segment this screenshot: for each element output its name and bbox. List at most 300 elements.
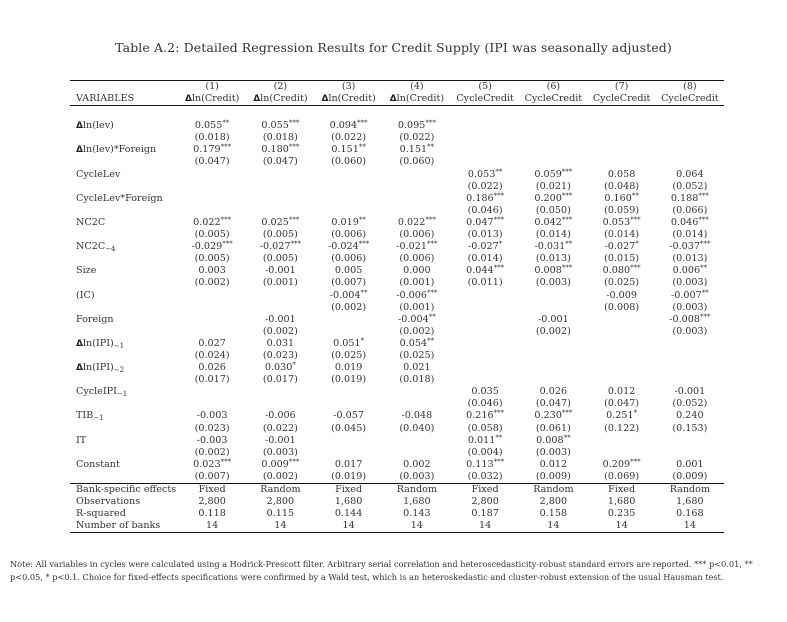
coefficient-cell <box>246 169 314 181</box>
coefficient-cell <box>246 144 314 156</box>
lag-subscript: −1 <box>93 414 104 423</box>
standard-error-cell: (0.050) <box>535 204 571 216</box>
delta-symbol: Δ <box>76 121 83 132</box>
coefficient-cell: -0.001 <box>674 386 706 398</box>
statistics-rows <box>70 484 724 533</box>
statistic-value: 14 <box>315 520 383 533</box>
standard-error-cell: (0.052) <box>672 180 708 192</box>
coefficient-cell <box>246 120 314 132</box>
coefficient-value: 0.180 <box>261 144 289 156</box>
standard-error-label-blank <box>70 132 178 144</box>
coefficient-value: 0.025 <box>261 216 289 228</box>
standard-error-row <box>70 277 724 289</box>
coefficient-cell <box>519 241 587 253</box>
coefficient-cell: 0.035 <box>471 386 499 398</box>
coefficient-cell <box>383 338 451 350</box>
standard-error-cell <box>519 350 587 362</box>
standard-error-cell: (0.003) <box>399 470 435 482</box>
dependent-variable-text: ln(Credit) <box>191 93 240 105</box>
coefficient-value: 0.046 <box>670 216 699 228</box>
coefficient-cell <box>246 241 314 253</box>
standard-error-label-blank <box>70 423 178 435</box>
variable-label <box>70 144 178 156</box>
statistic-value: 1,680 <box>607 496 636 508</box>
coefficient-cell <box>315 217 383 229</box>
significance-stars: *** <box>493 215 505 224</box>
significance-stars: *** <box>561 409 573 418</box>
coefficient-cell <box>588 362 656 374</box>
coefficient-value: 0.022 <box>397 216 426 228</box>
column-number-header: (8) <box>656 81 724 94</box>
standard-error-row <box>70 181 724 193</box>
variable-name: ln(IPI) <box>82 362 114 374</box>
coefficient-value: 0.019 <box>331 216 359 228</box>
standard-error-cell <box>383 181 451 193</box>
dependent-variable-header <box>315 93 383 106</box>
significance-stars: *** <box>288 119 300 128</box>
table-caption: Table A.2: Detailed Regression Results for Credit Supply (IPI was seasonally adjusted) <box>115 40 672 55</box>
dependent-variable-header: CycleCredit <box>451 93 519 106</box>
coefficient-value: 0.042 <box>534 216 562 228</box>
coefficient-cell <box>656 144 724 156</box>
variable-label <box>70 217 178 229</box>
significance-stars: *** <box>630 264 641 273</box>
standard-error-cell: (0.001) <box>399 301 435 313</box>
coefficient-value: 0.094 <box>329 120 358 132</box>
standard-error-cell: (0.014) <box>672 229 708 241</box>
standard-error-cell <box>588 326 656 338</box>
standard-error-cell: (0.022) <box>331 132 367 144</box>
standard-error-cell <box>451 302 519 314</box>
coefficient-cell <box>656 362 724 374</box>
coefficient-cell <box>315 338 383 350</box>
significance-stars: ** <box>427 336 435 345</box>
coefficient-value: 0.053 <box>602 216 631 228</box>
variable-label <box>70 265 178 277</box>
statistic-value: 1,680 <box>403 496 431 508</box>
coefficient-value: 0.022 <box>193 216 221 228</box>
statistic-value: 2,800 <box>266 496 295 508</box>
coefficient-cell <box>246 386 314 398</box>
standard-error-row <box>70 253 724 265</box>
coefficient-cell: 0.064 <box>676 168 704 180</box>
standard-error-label-blank <box>70 205 178 217</box>
standard-error-cell: (0.122) <box>604 422 640 434</box>
coefficient-cell <box>383 314 451 326</box>
standard-error-cell: (0.048) <box>604 180 640 192</box>
standard-error-label-blank <box>70 156 178 168</box>
standard-error-cell <box>315 447 383 459</box>
coefficient-value: -0.027 <box>259 241 291 253</box>
coefficient-cell <box>178 290 246 302</box>
standard-error-cell: (0.022) <box>399 132 435 144</box>
coefficient-cell <box>656 120 724 132</box>
coefficient-value: 0.080 <box>602 265 631 277</box>
standard-error-cell: (0.023) <box>194 422 230 434</box>
standard-error-row <box>70 205 724 217</box>
standard-error-cell: (0.052) <box>672 398 708 410</box>
delta-symbol: Δ <box>184 94 192 105</box>
standard-error-cell: (0.013) <box>672 253 708 265</box>
variable-name: Foreign <box>76 313 114 325</box>
standard-error-cell <box>656 156 724 168</box>
regression-table-container <box>70 80 724 533</box>
column-number-header: (6) <box>519 81 587 94</box>
standard-error-row <box>70 447 724 459</box>
statistic-value: 0.187 <box>471 508 499 520</box>
standard-error-label-blank <box>70 277 178 289</box>
standard-error-cell: (0.003) <box>262 446 298 458</box>
standard-error-cell: (0.047) <box>194 156 230 168</box>
statistic-value: 2,800 <box>539 496 568 508</box>
coefficient-value: 0.053 <box>467 168 496 180</box>
variable-name: ln(IPI) <box>82 337 114 349</box>
coefficient-cell <box>383 144 451 156</box>
standard-error-label-blank <box>70 326 178 338</box>
coefficient-cell <box>519 144 587 156</box>
standard-error-cell <box>588 156 656 168</box>
significance-stars: *** <box>290 240 301 249</box>
coefficient-cell: 0.027 <box>198 337 226 349</box>
coefficient-cell <box>315 169 383 181</box>
coefficient-value: 0.051 <box>333 337 361 349</box>
standard-error-cell: (0.022) <box>467 180 503 192</box>
statistic-label: Observations <box>76 496 141 508</box>
column-number-header: (2) <box>246 81 314 94</box>
dependent-variable-header: CycleCredit <box>588 93 656 106</box>
significance-stars: *** <box>426 240 438 249</box>
significance-stars: ** <box>565 240 573 249</box>
coefficient-cell <box>451 169 519 181</box>
variable-label <box>70 241 178 253</box>
coefficient-cell <box>519 169 587 181</box>
standard-error-cell: (0.059) <box>604 204 640 216</box>
standard-error-cell <box>451 374 519 386</box>
statistic-value: 0.235 <box>607 508 636 520</box>
dependent-variable-header <box>246 93 314 106</box>
coefficient-cell <box>656 241 724 253</box>
column-number-header: (1) <box>178 81 246 94</box>
significance-stars: *** <box>357 119 368 128</box>
coefficient-cell: -0.003 <box>196 410 228 422</box>
coefficient-cell <box>519 265 587 277</box>
coefficient-cell <box>178 459 246 471</box>
standard-error-cell <box>656 447 724 459</box>
coefficient-value: 0.160 <box>604 192 632 204</box>
coefficient-cell <box>178 193 246 205</box>
standard-error-cell: (0.061) <box>535 422 571 434</box>
standard-error-cell: (0.017) <box>262 374 298 386</box>
variable-name: CycleLev*Foreign <box>76 192 163 204</box>
standard-error-cell: (0.002) <box>331 301 367 313</box>
coefficient-cell <box>519 410 587 422</box>
standard-error-cell <box>178 398 246 410</box>
coefficient-cell <box>315 193 383 205</box>
coefficient-value: 0.044 <box>466 265 494 277</box>
coefficient-cell: -0.009 <box>606 289 637 301</box>
coefficient-cell <box>656 338 724 350</box>
coefficient-value: 0.059 <box>534 168 562 180</box>
coefficient-value: -0.008 <box>669 313 700 325</box>
standard-error-cell: (0.014) <box>604 229 640 241</box>
coefficient-value: 0.209 <box>602 458 631 470</box>
standard-error-cell: (0.060) <box>331 156 367 168</box>
coefficient-value: 0.008 <box>536 434 564 446</box>
standard-error-cell: (0.006) <box>399 253 435 265</box>
significance-stars: * <box>498 240 503 249</box>
variable-label <box>70 459 178 471</box>
regression-table <box>70 80 724 533</box>
coefficient-value: 0.230 <box>534 410 562 422</box>
standard-error-cell <box>588 350 656 362</box>
coefficient-value: 0.251 <box>606 410 634 422</box>
standard-error-cell: (0.024) <box>194 349 230 361</box>
statistic-value: 2,800 <box>471 496 499 508</box>
coefficient-cell: 0.001 <box>676 458 704 470</box>
coefficient-cell <box>178 241 246 253</box>
coefficient-value: -0.031 <box>534 241 566 253</box>
coefficient-cell <box>656 193 724 205</box>
header-column-numbers-row <box>70 81 724 94</box>
standard-error-cell: (0.002) <box>399 325 435 337</box>
variable-label <box>70 314 178 326</box>
significance-stars: * <box>633 409 638 418</box>
standard-error-cell: (0.011) <box>467 277 503 289</box>
significance-stars: *** <box>630 215 641 224</box>
standard-error-cell: (0.019) <box>331 374 367 386</box>
statistic-value: 14 <box>519 520 587 533</box>
statistic-value: 14 <box>178 520 246 533</box>
standard-error-cell <box>246 398 314 410</box>
standard-error-cell: (0.005) <box>262 229 298 241</box>
statistic-value: Random <box>656 484 724 497</box>
standard-error-cell: (0.003) <box>535 446 571 458</box>
standard-error-label-blank <box>70 181 178 193</box>
coefficient-cell <box>451 290 519 302</box>
significance-stars: ** <box>428 312 436 321</box>
coefficient-value: 0.200 <box>534 192 562 204</box>
significance-stars: * <box>635 240 639 249</box>
standard-error-cell: (0.013) <box>535 253 571 265</box>
standard-error-cell <box>519 302 587 314</box>
standard-error-cell: (0.002) <box>262 470 298 482</box>
standard-error-cell <box>383 398 451 410</box>
coefficient-cell <box>246 362 314 374</box>
coefficient-cell: 0.031 <box>266 337 295 349</box>
standard-error-cell: (0.001) <box>399 277 435 289</box>
standard-error-cell <box>315 326 383 338</box>
variable-label <box>70 193 178 205</box>
standard-error-row <box>70 326 724 338</box>
significance-stars: *** <box>698 215 709 224</box>
standard-error-cell: (0.013) <box>467 229 503 241</box>
standard-error-cell: (0.009) <box>672 470 708 482</box>
standard-error-cell <box>246 302 314 314</box>
coefficient-cell <box>588 217 656 229</box>
statistic-label: Bank-specific effects <box>70 484 178 497</box>
coefficient-cell <box>588 120 656 132</box>
variable-label <box>70 290 178 302</box>
coefficient-cell <box>451 435 519 447</box>
coefficient-value: -0.037 <box>669 241 700 253</box>
significance-stars: *** <box>425 215 436 224</box>
standard-error-cell <box>178 181 246 193</box>
variable-label <box>70 362 178 374</box>
standard-error-cell <box>588 447 656 459</box>
standard-error-row <box>70 471 724 484</box>
variable-name: ln(lev) <box>82 120 114 132</box>
standard-error-cell: (0.025) <box>604 277 640 289</box>
standard-error-cell <box>178 302 246 314</box>
standard-error-row <box>70 156 724 168</box>
standard-error-cell: (0.006) <box>331 229 367 241</box>
variable-label <box>70 169 178 181</box>
coefficient-value: 0.009 <box>261 458 289 470</box>
standard-error-cell <box>246 181 314 193</box>
coefficient-cell <box>451 120 519 132</box>
statistic-value: 0.168 <box>676 508 704 520</box>
coefficient-cell <box>178 120 246 132</box>
standard-error-cell <box>383 205 451 217</box>
statistics-row <box>70 484 724 497</box>
standard-error-cell: (0.004) <box>467 446 503 458</box>
statistic-value: 14 <box>246 520 314 533</box>
coefficient-cell <box>588 144 656 156</box>
column-number-header: (7) <box>588 81 656 94</box>
standard-error-label-blank <box>70 447 178 459</box>
standard-error-cell <box>519 156 587 168</box>
header-dependent-vars-row <box>70 93 724 106</box>
coefficient-cell <box>383 290 451 302</box>
dependent-variable-header <box>178 93 246 106</box>
lag-subscript: −2 <box>113 366 125 375</box>
dependent-variable-text: ln(Credit) <box>328 93 376 105</box>
spacer-cell <box>70 106 724 121</box>
coefficient-cell <box>588 314 656 326</box>
coefficient-cell <box>656 265 724 277</box>
delta-symbol: Δ <box>321 94 329 105</box>
significance-stars: ** <box>495 433 503 442</box>
standard-error-cell <box>383 447 451 459</box>
variable-name: CycleIPI <box>76 386 117 398</box>
column-number-header: (5) <box>451 81 519 94</box>
coefficient-cell <box>519 435 587 447</box>
coefficient-value: 0.186 <box>466 192 494 204</box>
coefficient-cell: 0.017 <box>334 458 363 470</box>
significance-stars: *** <box>220 457 232 466</box>
coefficient-cell: -0.057 <box>333 410 364 422</box>
dependent-variable-header: CycleCredit <box>656 93 724 106</box>
coefficient-cell <box>383 120 451 132</box>
coefficient-value: 0.188 <box>670 192 699 204</box>
significance-stars: *** <box>699 312 711 321</box>
coefficient-cell <box>519 362 587 374</box>
statistic-value: Random <box>519 484 587 497</box>
standard-error-cell <box>588 132 656 144</box>
column-number-header: (4) <box>383 81 451 94</box>
coefficient-cell: -0.048 <box>401 410 433 422</box>
standard-error-cell: (0.014) <box>535 229 571 241</box>
standard-error-cell: (0.009) <box>535 470 571 482</box>
coefficient-cell <box>451 144 519 156</box>
delta-symbol: Δ <box>76 145 83 156</box>
coefficient-cell: 0.002 <box>403 458 431 470</box>
standard-error-cell <box>451 326 519 338</box>
standard-error-cell <box>315 398 383 410</box>
statistic-value: Fixed <box>315 484 383 497</box>
standard-error-cell: (0.018) <box>194 132 230 144</box>
coefficient-cell <box>383 193 451 205</box>
significance-stars: *** <box>561 191 573 200</box>
variable-name: IT <box>76 434 87 446</box>
standard-error-label-blank <box>70 229 178 241</box>
coefficient-cell <box>519 193 587 205</box>
coefficient-cell: -0.001 <box>265 313 296 325</box>
significance-stars: *** <box>630 457 641 466</box>
standard-error-cell: (0.003) <box>535 277 571 289</box>
statistics-row <box>70 520 724 533</box>
variable-label <box>70 338 178 350</box>
coefficient-cell <box>315 314 383 326</box>
standard-error-cell: (0.003) <box>672 325 708 337</box>
coefficient-cell <box>383 217 451 229</box>
standard-error-row <box>70 229 724 241</box>
standard-error-cell <box>451 350 519 362</box>
statistic-value: Random <box>383 484 451 497</box>
coefficient-row <box>70 144 724 156</box>
coefficient-row <box>70 338 724 350</box>
coefficient-value: -0.029 <box>191 241 223 253</box>
header-blank-cell <box>70 81 178 94</box>
coefficient-cell <box>383 169 451 181</box>
standard-error-cell: (0.015) <box>604 253 640 265</box>
significance-stars: ** <box>358 215 366 224</box>
coefficient-cell: 0.026 <box>539 386 568 398</box>
coefficient-row <box>70 169 724 181</box>
coefficient-row <box>70 217 724 229</box>
coefficient-value: 0.008 <box>534 265 562 277</box>
dependent-variable-text: ln(Credit) <box>260 93 308 105</box>
statistic-value: 0.115 <box>266 508 295 520</box>
coefficient-value: 0.113 <box>466 458 494 470</box>
variable-name: ln(lev)*Foreign <box>82 144 157 156</box>
standard-error-cell: (0.045) <box>331 422 367 434</box>
coefficient-cell <box>656 314 724 326</box>
standard-error-cell: (0.018) <box>399 374 435 386</box>
statistic-value: 2,800 <box>198 496 226 508</box>
coefficient-row <box>70 241 724 253</box>
standard-error-cell: (0.003) <box>672 277 708 289</box>
coefficient-cell <box>178 386 246 398</box>
standard-error-label-blank <box>70 302 178 314</box>
coefficient-cell <box>315 144 383 156</box>
coefficient-row <box>70 314 724 326</box>
significance-stars: * <box>360 336 365 345</box>
coefficient-value: 0.030 <box>264 362 293 374</box>
standard-error-cell: (0.153) <box>672 422 708 434</box>
standard-error-label-blank <box>70 398 178 410</box>
significance-stars: ** <box>700 264 708 273</box>
coefficient-value: 0.023 <box>193 458 221 470</box>
standard-error-cell <box>656 132 724 144</box>
standard-error-row <box>70 132 724 144</box>
coefficient-cell: 0.058 <box>607 168 636 180</box>
standard-error-row <box>70 350 724 362</box>
coefficient-cell <box>588 193 656 205</box>
coefficient-value: 0.151 <box>399 144 428 156</box>
lag-subscript: −1 <box>116 390 128 399</box>
statistic-value: 0.144 <box>334 508 363 520</box>
